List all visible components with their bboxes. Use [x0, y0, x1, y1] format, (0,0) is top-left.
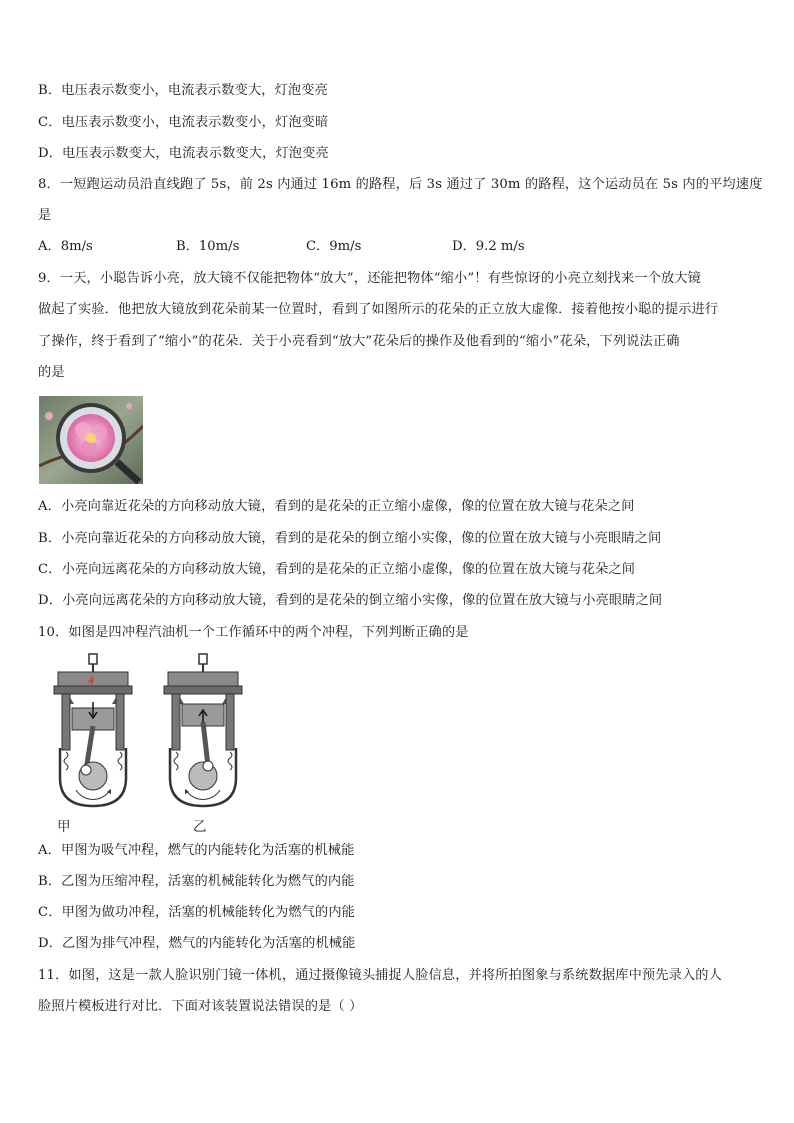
- q8-option-a: A．8m/s: [38, 239, 93, 254]
- q8-option-c: C．9m/s: [306, 239, 362, 254]
- engine-diagram-yi: [162, 652, 244, 814]
- q9-stem-line3: 了操作，终于看到了“缩小”的花朵．关于小亮看到“放大”花朵后的操作及他看到的“缩小”花朵，下列说法正确: [38, 334, 680, 349]
- q9-option-d: D．小亮向远离花朵的方向移动放大镜，看到的是花朵的倒立缩小实像，像的位置在放大镜与小亮眼睛之间: [38, 593, 663, 608]
- figure-label-jia: 甲: [57, 819, 71, 835]
- figure-label-yi: 乙: [193, 819, 207, 835]
- q10-option-c: C．甲图为做功冲程，活塞的机械能转化为燃气的内能: [38, 905, 356, 920]
- q7-option-d: D．电压表示数变大，电流表示数变大，灯泡变亮: [38, 146, 329, 161]
- q10-option-d: D．乙图为排气冲程，燃气的内能转化为活塞的机械能: [38, 936, 356, 951]
- q10-stem: 10．如图是四冲程汽油机一个工作循环中的两个冲程，下列判断正确的是: [38, 625, 469, 640]
- q9-option-a: A．小亮向靠近花朵的方向移动放大镜，看到的是花朵的正立缩小虚像，像的位置在放大镜与花朵之间: [38, 499, 635, 514]
- q9-stem-line2: 做起了实验．他把放大镜放到花朵前某一位置时，看到了如图所示的花朵的正立放大虚像．接着他按小聪的提示进行: [38, 302, 719, 317]
- q9-stem-line1: 9．一天，小聪告诉小亮，放大镜不仅能把物体“放大”，还能把物体“缩小”！有些惊讶的小亮立刻找来一个放大镜: [38, 271, 701, 286]
- q9-option-c: C．小亮向远离花朵的方向移动放大镜，看到的是花朵的正立缩小虚像，像的位置在放大镜与花朵之间: [38, 562, 636, 577]
- q11-stem-line2: 脸照片模板进行对比．下面对该装置说法错误的是（ ）: [38, 999, 363, 1014]
- q7-option-c: C．电压表示数变小，电流表示数变小，灯泡变暗: [38, 115, 329, 130]
- q8-stem-line1: 8．一短跑运动员沿直线跑了 5s，前 2s 内通过 16m 的路程，后 3s 通过了 30m 的路程，这个运动员在 5s 内的平均速度: [38, 177, 763, 192]
- q8-option-d: D．9.2 m/s: [452, 239, 525, 254]
- q7-option-b: B．电压表示数变小，电流表示数变大，灯泡变亮: [38, 83, 328, 98]
- q8-option-b: B．10m/s: [176, 239, 240, 254]
- q8-stem-line2: 是: [38, 208, 52, 223]
- q9-stem-line4: 的是: [38, 365, 65, 380]
- q9-option-b: B．小亮向靠近花朵的方向移动放大镜，看到的是花朵的倒立缩小实像，像的位置在放大镜与小亮眼睛之间: [38, 531, 662, 546]
- magnifier-flower-image: [39, 396, 143, 488]
- engine-diagram-jia: [52, 652, 134, 814]
- q11-stem-line1: 11．如图，这是一款人脸识别门镜一体机，通过摄像镜头捕捉人脸信息，并将所拍图象与系统数据库中预先录入的人: [38, 968, 722, 983]
- q10-option-b: B．乙图为压缩冲程，活塞的机械能转化为燃气的内能: [38, 874, 355, 889]
- q10-option-a: A．甲图为吸气冲程，燃气的内能转化为活塞的机械能: [38, 843, 355, 858]
